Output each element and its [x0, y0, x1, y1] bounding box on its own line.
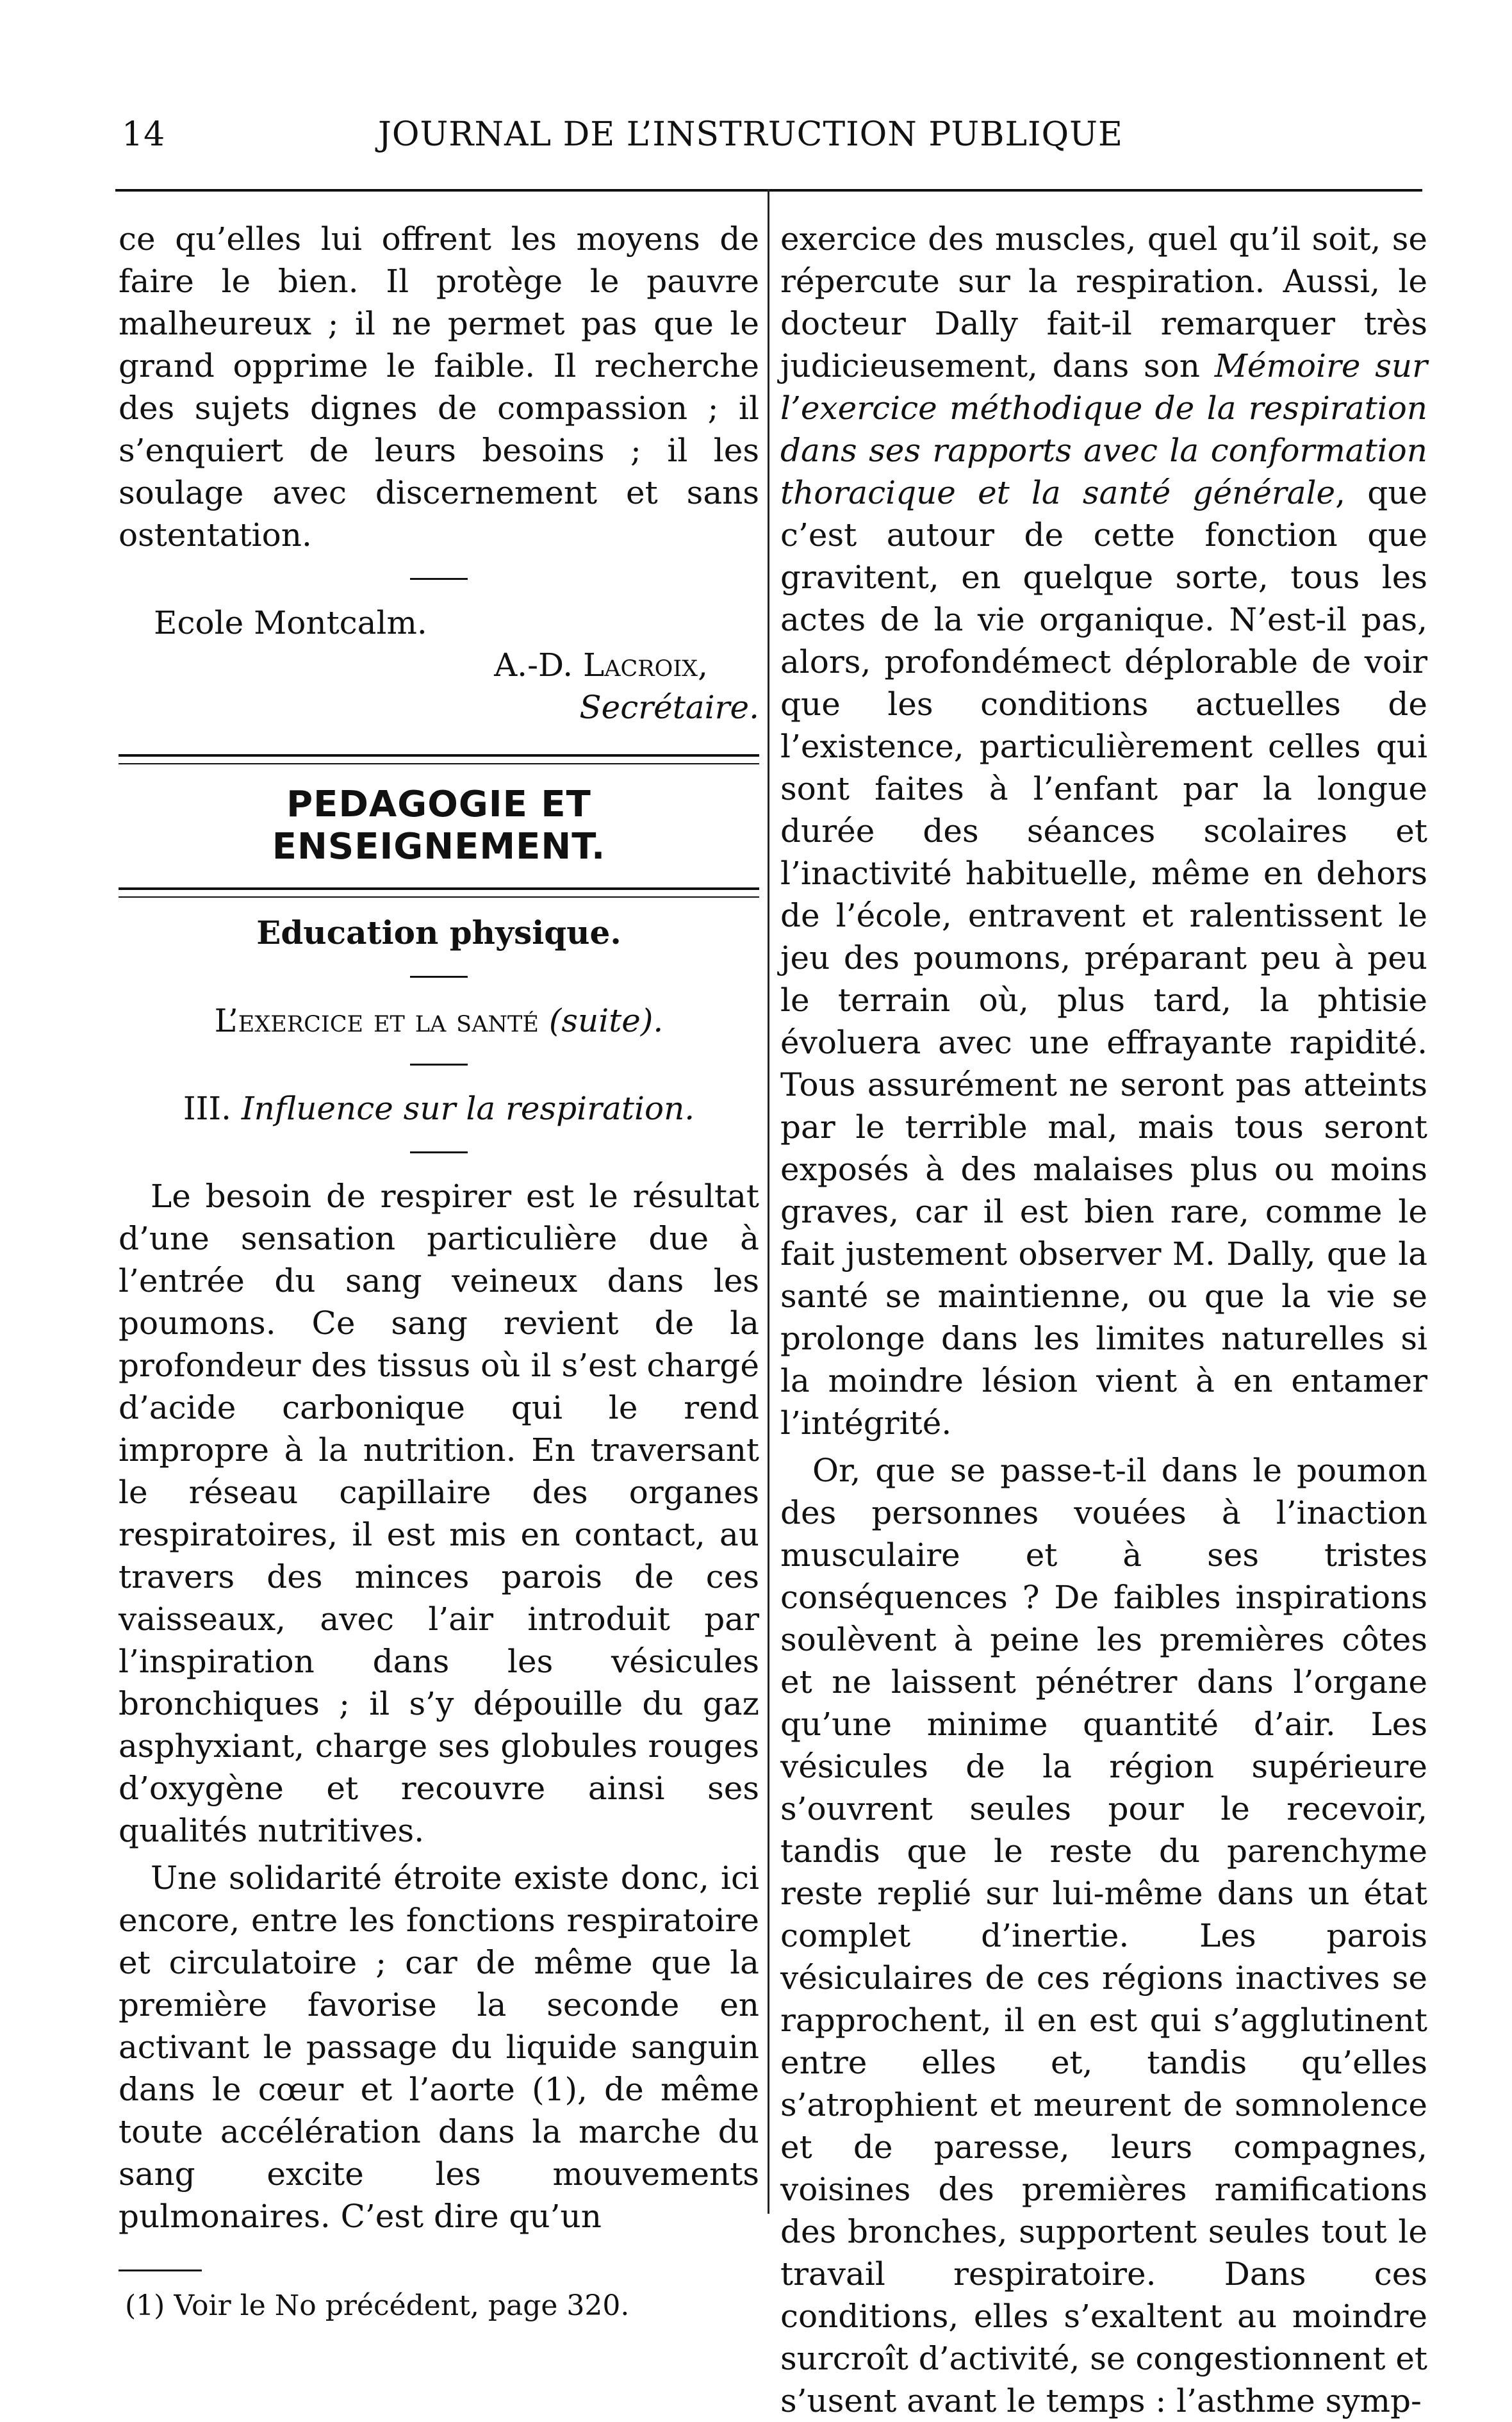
paragraph: ce qu’elles lui offrent les moyens de faire le bien. Il protège le pauvre malheureux ; il ne permet pas que le grand opprime le faible. Il recherche des sujets dignes de compassion ; il s’enquiert de leurs besoins ; il les soulage avec discernement et sans ostentation.: [119, 220, 759, 554]
school-name: Ecole Montcalm.: [154, 604, 427, 641]
separator-dash: [410, 578, 468, 580]
left-column: [119, 218, 759, 2324]
footnote: (1) Voir le No précédent, page 320.: [125, 2289, 630, 2322]
right-column: [780, 218, 1427, 2422]
memoir-title: Mémoire sur l’exercice méthodique de la respiration dans ses rapports avec la conformation thoracique et la santé générale: [780, 347, 1427, 511]
page-number: 14: [122, 115, 166, 154]
section-title: PEDAGOGIE ET ENSEIGNEMENT.: [272, 784, 606, 868]
separator-dash: [410, 1064, 468, 1066]
article-subtitle: L’exercice et la santé (suite).: [214, 1002, 664, 1039]
section-rule: [119, 887, 759, 898]
section-rule: [119, 754, 759, 764]
journal-title: JOURNAL DE L’INSTRUCTION PUBLIQUE: [378, 115, 1123, 154]
signature-name: A.-D. Lacroix,: [494, 647, 708, 684]
footnote-rule: [119, 2270, 202, 2271]
paragraph: exercice des muscles, quel qu’il soit, se répercute sur la respiration. Aussi, le docteur Dally fait-il remarquer très judicieusement, dans son Mémoire sur l’exercice méthodique de la respiration dans ses rapports avec la conformation thoracique et la santé générale, que c’est autour de cette fonction que gravitent, en quelque sorte, tous les actes de la vie organique. N’est-il pas, alors, profondémect déplorable de voir que les conditions actuelles de l’existence, particulièrement celles qui sont faites à l’enfant par la longue durée des séances scolaires et l’inactivité habituelle, même en dehors de l’école, entravent et ralentissent le jeu des poumons, préparant peu à peu le terrain où, plus tard, la phtisie évoluera avec une effrayante rapidité. Tous assurément ne seront pas atteints par le terrible mal, mais tous seront exposés à des malaises plus ou moins graves, car il est bien rare, comme le fait justement observer M. Dally, que la santé se maintienne, ou que la vie se prolonge dans les limites naturelles si la moindre lésion vient à en entamer l’intégrité.: [780, 220, 1427, 1442]
signature-title: Secrétaire.: [579, 689, 759, 726]
column-divider: [768, 189, 769, 2214]
chapter-heading: III. Influence sur la respiration.: [183, 1090, 695, 1127]
paragraph: Une solidarité étroite existe donc, ici encore, entre les fonctions respiratoire et circulatoire ; car de même que la première favorise la seconde en activant le passage du liquide sanguin dans le cœur et l’aorte (1), de même toute accélération dans la marche du sang excite les mouvements pulmonaires. C’est dire qu’un: [119, 1859, 759, 2235]
separator-dash: [410, 976, 468, 978]
article-title: Education physique.: [256, 914, 621, 952]
page-header: [0, 96, 1512, 173]
separator-dash: [410, 1151, 468, 1153]
paragraph: Le besoin de respirer est le résultat d’une sensation particulière due à l’entrée du sang veineux dans les poumons. Ce sang revient de la profondeur des tissus où il s’est chargé d’acide carbonique qui le rend impropre à la nutrition. En traversant le réseau capillaire des organes respiratoires, il est mis en contact, au travers des minces parois de ces vaisseaux, avec l’air introduit par l’inspiration dans les vésicules bronchiques ; il s’y dépouille du gaz asphyxiant, charge ses globules rouges d’oxygène et recouvre ainsi ses qualités nutritives.: [119, 1178, 759, 1849]
paragraph: Or, que se passe-t-il dans le poumon des personnes vouées à l’inaction musculaire et à ses tristes conséquences ? De faibles inspirations soulèvent à peine les premières côtes et ne laissent pénétrer dans l’organe qu’une minime quantité d’air. Les vésicules de la région supérieure s’ouvrent seules pour le recevoir, tandis que le reste du parenchyme reste replié sur lui-même dans un état complet d’inertie. Les parois vésiculaires de ces régions inactives se rapprochent, il en est qui s’agglutinent entre elles et, tandis qu’elles s’atrophient et meurent de somnolence et de paresse, leurs compagnes, voisines des premières ramifications des bronches, supportent seules tout le travail respiratoire. Dans ces conditions, elles s’exaltent au moindre surcroît d’activité, se congestionnent et s’usent avant le temps : l’asthme symp-: [780, 1452, 1428, 2419]
